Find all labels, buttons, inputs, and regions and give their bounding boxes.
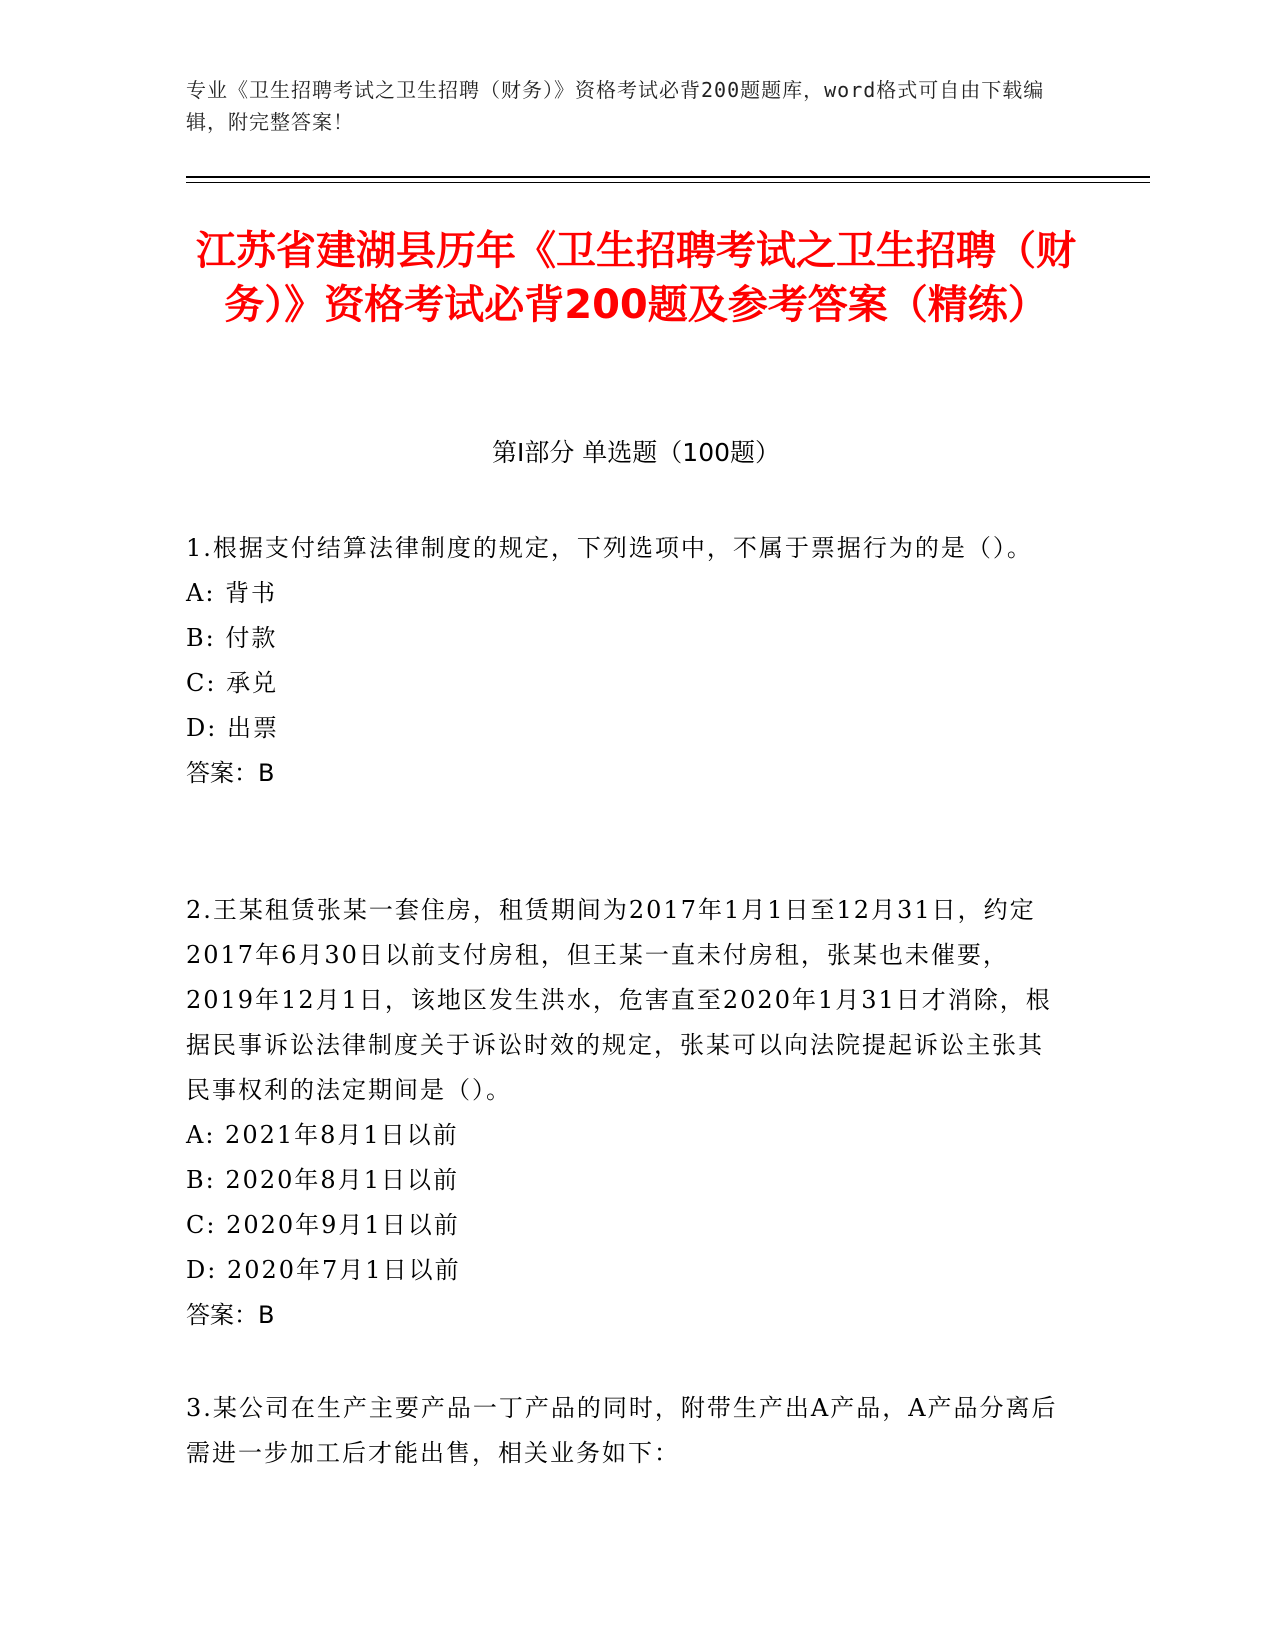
document-title: 江苏省建湖县历年《卫生招聘考试之卫生招聘（财务）》资格考试必背200题及参考答案（精练） — [196, 228, 1076, 328]
header-rule-thick — [186, 176, 1150, 178]
option-b: B: 2020年8月1日以前 — [186, 1166, 459, 1194]
option-a: A: 2021年8月1日以前 — [186, 1121, 459, 1149]
question-stem: 3.某公司在生产主要产品一丁产品的同时，附带生产出A产品，A产品分离后需进一步加工后才能出售，相关业务如下： — [186, 1394, 1058, 1467]
question-stem: 1.根据支付结算法律制度的规定，下列选项中，不属于票据行为的是（）。 — [186, 534, 1033, 562]
option-a: A: 背书 — [186, 579, 278, 607]
question-3 — [186, 1386, 1066, 1476]
question-2 — [186, 888, 1066, 1338]
answer: 答案：B — [186, 759, 275, 787]
header-note: 专业《卫生招聘考试之卫生招聘（财务）》资格考试必背200题题库，word格式可自由下载编辑，附完整答案！ — [186, 78, 1045, 134]
option-c: C: 2020年9月1日以前 — [186, 1211, 460, 1239]
option-d: D: 出票 — [186, 714, 279, 742]
option-b: B: 付款 — [186, 624, 278, 652]
question-stem: 2.王某租赁张某一套住房，租赁期间为2017年1月1日至12月31日，约定2017年6月30日以前支付房租，但王某一直未付房租，张某也未催要，2019年12月1日，该地区发生洪水，危害直至2020年1月31日才消除，根据民事诉讼法律制度关于诉讼时效的规定，张某可以向法院提起诉讼主张其民事权利的法定期间是（）。 — [186, 896, 1052, 1104]
option-c: C: 承兑 — [186, 669, 279, 697]
header-rule-thin — [186, 182, 1150, 183]
answer: 答案：B — [186, 1301, 275, 1329]
section-heading: 第Ⅰ部分 单选题（100题） — [491, 438, 781, 467]
question-1 — [186, 526, 1066, 796]
option-d: D: 2020年7月1日以前 — [186, 1256, 461, 1284]
